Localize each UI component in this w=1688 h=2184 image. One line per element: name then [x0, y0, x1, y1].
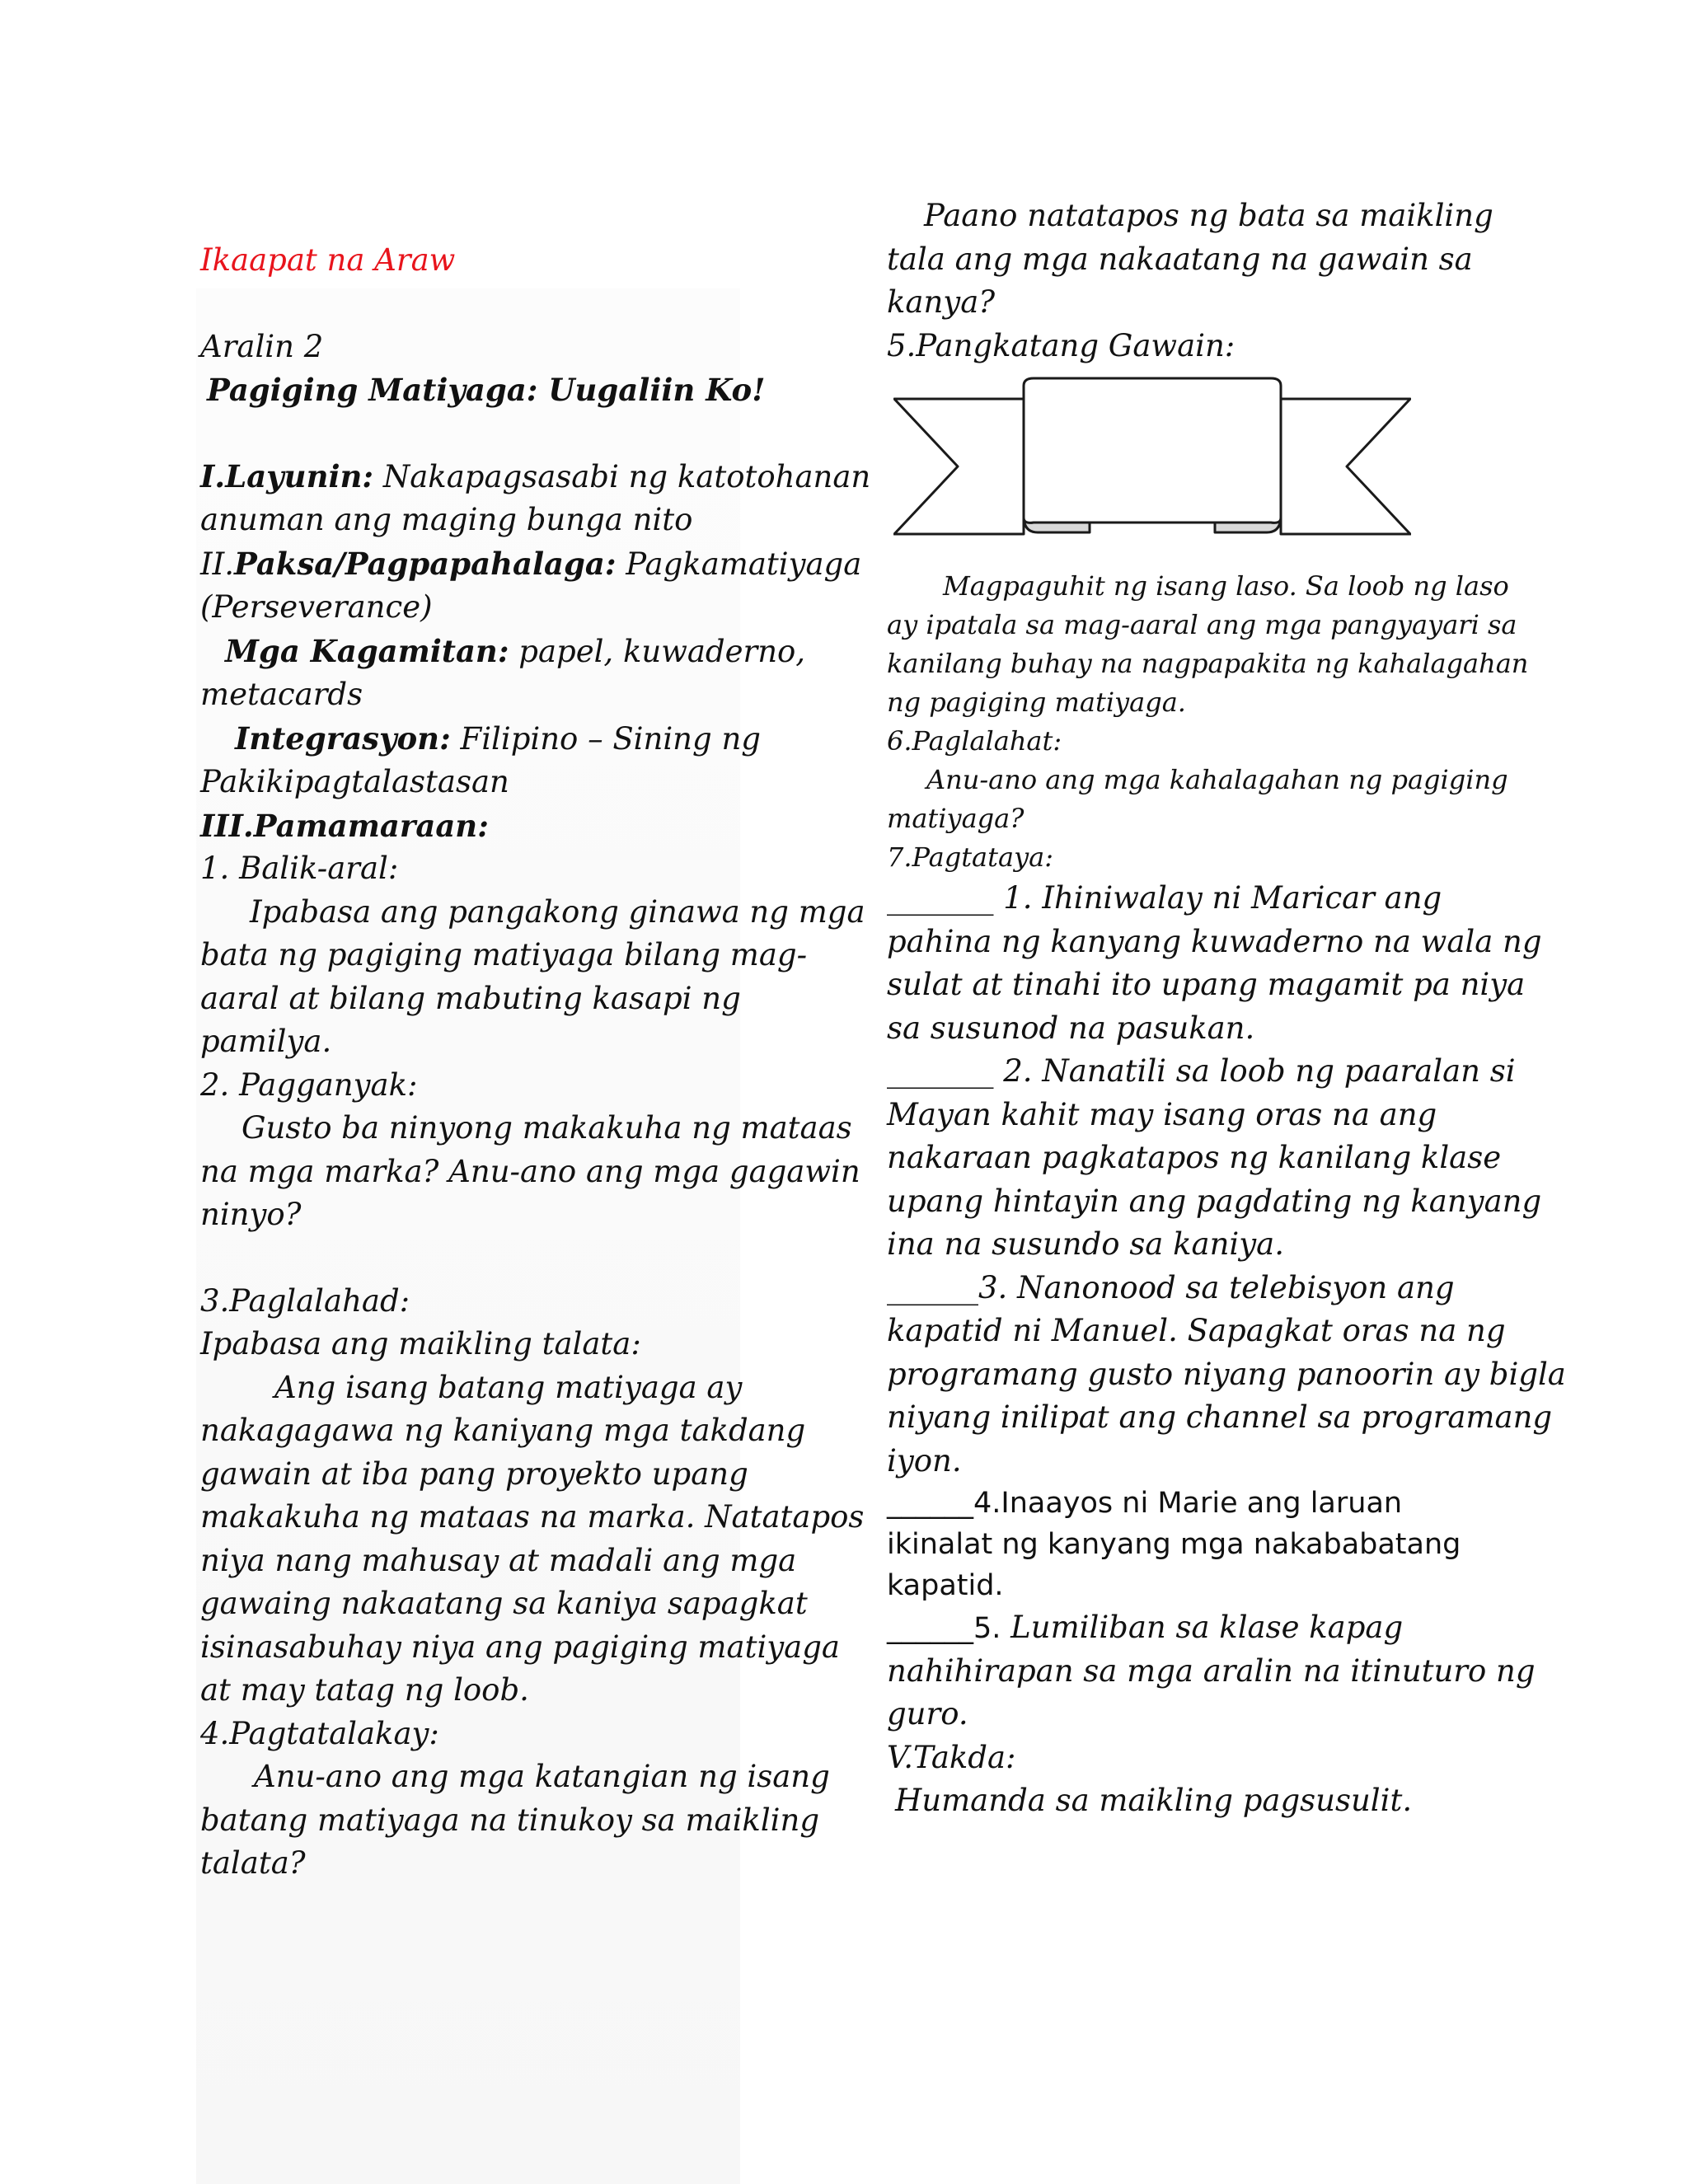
step5-line: kanilang buhay na nagpapakita ng kahalagahan — [887, 648, 1529, 679]
step5-line: Magpaguhit ng isang laso. Sa loob ng laso — [943, 570, 1509, 602]
subject — [200, 542, 862, 587]
right-column-lower — [887, 567, 1566, 1823]
question-line: Paano natatapos ng bata sa maikling — [924, 198, 1493, 233]
assessment-item-2: nakaraan pagkatapos ng kanilang klase — [887, 1140, 1502, 1175]
step1-line: Ipabasa ang pangakong ginawa ng mga — [250, 893, 865, 930]
step3-line: niya nang mahusay at madali ang mga — [200, 1542, 797, 1578]
step3-line: nakagagawa ng kaniyang mga takdang — [200, 1413, 806, 1448]
assessment-item-5-text: Lumiliban sa klase kapag — [1010, 1610, 1404, 1645]
step6-line: matiyaga? — [887, 803, 1025, 834]
ribbon-left-tail — [894, 399, 1024, 534]
subject-value: Pagkamatiyaga — [626, 546, 862, 582]
assessment-item-1: pahina ng kanyang kuwaderno na wala ng — [887, 923, 1542, 959]
materials-value: papel, kuwaderno, — [518, 633, 806, 669]
step1-line: bata ng pagiging matiyaga bilang mag- — [200, 937, 808, 972]
assessment-item-5 — [887, 1606, 1513, 1650]
step2-line: Gusto ba ninyong makakuha ng mataas — [241, 1110, 852, 1146]
step4-line: batang matiyaga na tinukoy sa maikling — [200, 1802, 820, 1838]
assessment-item-1: sa susunod na pasukan. — [887, 1010, 1255, 1046]
step5-line: ng pagiging matiyaga. — [887, 687, 1186, 718]
subject-label: Paksa/Pagpapahalaga: — [234, 545, 617, 582]
step3-intro: Ipabasa ang maikling talata: — [200, 1326, 641, 1361]
step4-line: Anu-ano ang mga katangian ng isang — [254, 1759, 830, 1794]
question-line: tala ang mga nakaatang na gawain sa — [887, 241, 1473, 277]
assessment-item-3: kapatid ni Manuel. Sapagkat oras na ng — [887, 1313, 1506, 1348]
left-column — [200, 239, 871, 1886]
objective-label: I.Layunin: — [200, 457, 374, 494]
assessment-item-1: sulat at tinahi ito upang magamit pa niya — [887, 967, 1526, 1002]
assessment-item-3: programang gusto niyang panoorin ay bigla — [887, 1356, 1566, 1392]
assessment-item-4: ikinalat ng kanyang mga nakababatang — [887, 1528, 1461, 1561]
step1-line: pamilya. — [200, 1024, 332, 1059]
ribbon-center-panel — [1024, 378, 1281, 523]
step3-line: gawaing nakaatang sa kaniya sapagkat — [200, 1586, 808, 1621]
integration — [200, 717, 827, 762]
objective — [200, 455, 871, 499]
step6-line: Anu-ano ang mga kahalagahan ng pagiging — [926, 764, 1508, 795]
assessment-item-2: _______ 2. Nanatili sa loob ng paaralan si — [887, 1053, 1516, 1089]
assessment-item-4: ______4.Inaayos ni Marie ang laruan — [887, 1487, 1403, 1520]
subject-value-2: (Perseverance) — [200, 589, 433, 625]
objective-text: Nakapagsasabi ng katotohanan — [382, 458, 871, 494]
objective-text-2: anuman ang maging bunga nito — [200, 502, 693, 537]
assignment-title: V.Takda: — [887, 1739, 1016, 1775]
step2-line: ninyo? — [200, 1197, 302, 1232]
step3-line: at may tatag ng loob. — [200, 1672, 529, 1708]
integration-label: Integrasyon: — [235, 719, 451, 757]
assessment-item-4: kapatid. — [887, 1569, 1004, 1602]
lesson-number: Aralin 2 — [200, 328, 324, 364]
assessment-item-1: _______ 1. Ihiniwalay ni Maricar ang — [887, 880, 1442, 916]
step4-line: talata? — [200, 1845, 306, 1881]
right-column — [887, 194, 1513, 368]
assessment-item-3: niyang inilipat ang channel sa programang — [887, 1399, 1553, 1435]
day-title: Ikaapat na Araw — [200, 242, 456, 278]
subject-prefix: II. — [200, 546, 234, 582]
procedure-label: III.Pamamaraan: — [200, 807, 489, 844]
assessment-item-5-blank: ______5. — [887, 1612, 1001, 1645]
materials-value-2: metacards — [200, 677, 363, 712]
ribbon-banner-illustration — [893, 376, 1411, 545]
step3-line: makakuha ng mataas na marka. Natatapos — [200, 1499, 865, 1535]
step4-title: 4.Pagtatalakay: — [200, 1715, 439, 1751]
step2-title: 2. Pagganyak: — [200, 1066, 418, 1103]
assessment-item-3: ______3. Nanonood sa telebisyon ang — [887, 1269, 1455, 1305]
integration-value-2: Pakikipagtalastasan — [200, 764, 509, 799]
step5-title: 5.Pangkatang Gawain: — [887, 327, 1236, 363]
step5-line: ay ipatala sa mag-aaral ang mga pangyayari sa — [887, 609, 1517, 640]
materials-label: Mga Kagamitan: — [225, 632, 509, 669]
step3-line: isinasabuhay niya ang pagiging matiyaga — [200, 1629, 840, 1665]
lesson-title: Pagiging Matiyaga: Uugaliin Ko! — [207, 372, 766, 408]
ribbon-right-tail — [1281, 399, 1410, 534]
step6-title: 6.Paglalahat: — [887, 725, 1062, 757]
materials — [200, 630, 827, 674]
step3-line: Ang isang batang matiyaga ay — [274, 1369, 743, 1405]
assessment-item-5: nahihirapan sa mga aralin na itinuturo ng — [887, 1652, 1536, 1689]
assessment-item-5: guro. — [887, 1696, 968, 1732]
step1-line: aaral at bilang mabuting kasapi ng — [200, 980, 741, 1016]
assignment-text: Humanda sa maikling pagsusulit. — [895, 1783, 1413, 1818]
step1-title: 1. Balik-aral: — [200, 851, 399, 886]
assessment-item-3: iyon. — [887, 1442, 962, 1479]
step7-title: 7.Pagtataya: — [887, 841, 1053, 873]
assessment-item-2: upang hintayin ang pagdating ng kanyang — [887, 1183, 1542, 1219]
step3-line: gawain at iba pang proyekto upang — [200, 1455, 748, 1492]
assessment-item-2: ina na susundo sa kaniya. — [887, 1226, 1284, 1262]
step3-title: 3.Paglalahad: — [200, 1282, 410, 1319]
integration-value: Filipino – Sining ng — [460, 720, 761, 757]
step2-line: na mga marka? Anu-ano ang mga gagawin — [200, 1153, 860, 1189]
question-line: kanya? — [887, 284, 996, 320]
assessment-item-2: Mayan kahit may isang oras na ang — [887, 1096, 1437, 1132]
